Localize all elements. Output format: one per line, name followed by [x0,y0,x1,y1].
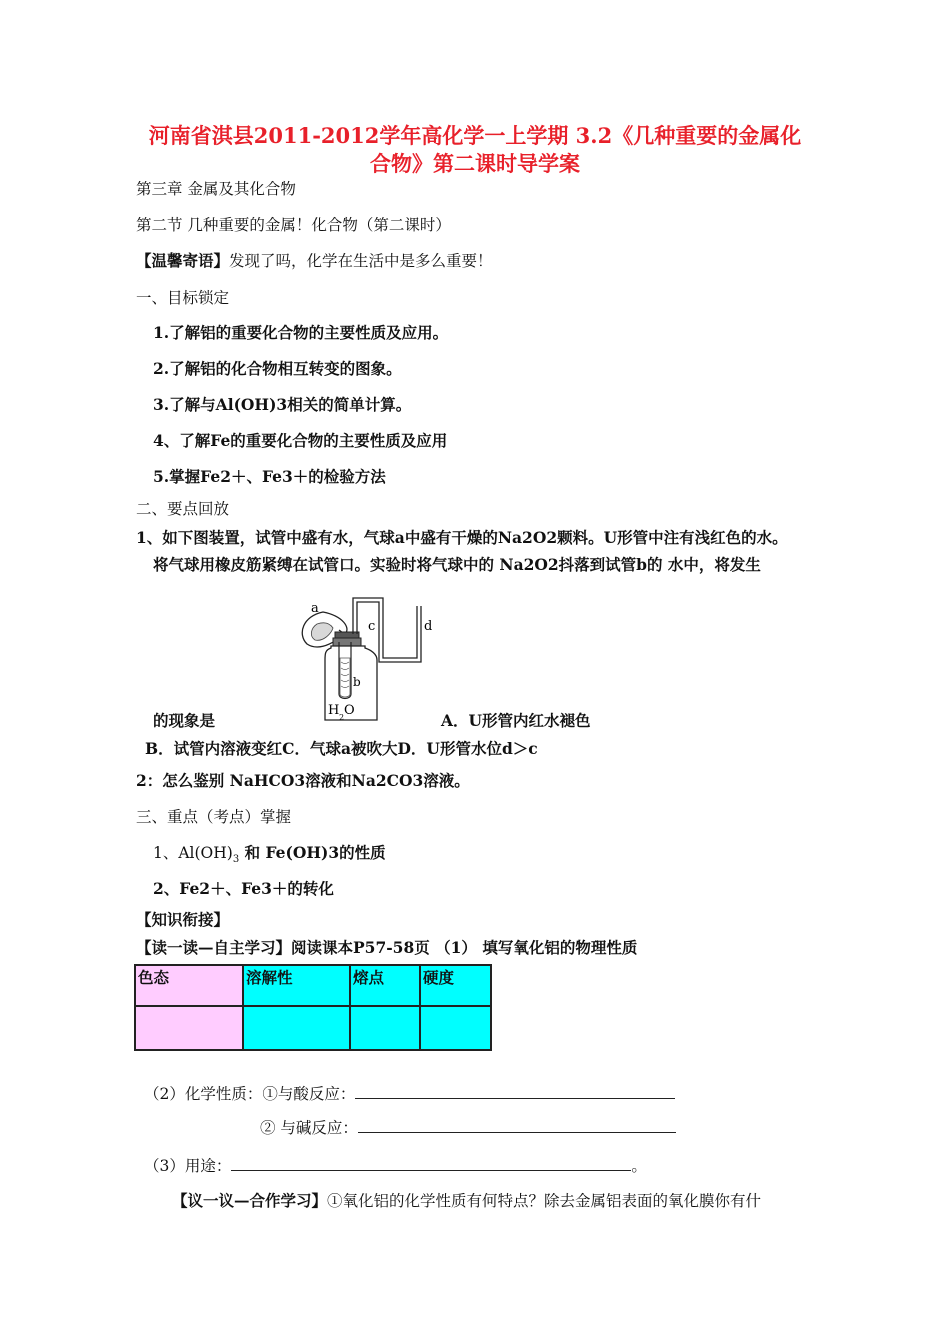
key-1-sub: 3 [232,854,240,866]
question-1-line-2: 将气球用橡皮筋紧缚在试管口。实验时将气球中的 Na2O2抖落到试管b的 水中，将发生 [153,555,761,574]
header-hardness: 硬度 [420,965,491,1006]
chapter-heading: 第三章 金属及其化合物 [136,180,296,198]
key-item-2: 2、Fe2＋、Fe3＋的转化 [153,879,334,898]
warm-text: 发现了吗，化学在生活中是多么重要！ [229,252,493,270]
options-bcd: B．试管内溶液变红C．气球a被吹大D．U形管水位d＞c [145,739,538,758]
test-tube-b [339,642,351,699]
goal-item: 1.了解铝的重要化合物的主要性质及应用。 [153,323,449,342]
chem-label: （2）化学性质： [144,1085,263,1103]
base-reaction-blank[interactable] [358,1116,676,1133]
header-solubility: 溶解性 [243,965,350,1006]
key-1-suffix: 和 Fe(OH)3的性质 [239,843,386,862]
label-c: c [368,619,376,634]
label-d: d [424,619,433,634]
goal-item: 3.了解与Al(OH)3相关的简单计算。 [153,395,412,414]
discuss-line [172,1189,761,1211]
discuss-label: 【议一议—合作学习】 [172,1191,328,1210]
discuss-text: ①氧化铝的化学性质有何特点？除去金属铝表面的氧化膜你有什 [327,1192,762,1210]
cell-color-state[interactable] [135,1006,243,1050]
goal-item: 2.了解铝的化合物相互转变的图象。 [153,359,402,378]
apparatus-diagram [295,590,440,722]
cell-hardness[interactable] [420,1006,491,1050]
cell-solubility[interactable] [243,1006,350,1050]
chem-acid-label: ①与酸反应： [262,1085,356,1103]
physical-properties-table [134,964,492,1051]
use-blank[interactable] [231,1154,631,1171]
use-end: 。 [631,1157,647,1175]
goal-item: 5.掌握Fe2＋、Fe3＋的检验方法 [153,467,386,486]
label-2: 2 [339,713,345,722]
label-b: b [353,675,361,689]
chem-base-label: ② 与碱反应： [260,1119,358,1137]
warm-label: 【温馨寄语】 [136,251,230,270]
title-line-1: 河南省淇县2011-2012学年高化学一上学期 3.2《几种重要的金属化 [148,123,802,148]
warm-words [136,249,493,271]
goals-heading: 一、目标锁定 [136,289,230,307]
u-tube-path [353,598,417,658]
use-label: （3）用途： [144,1157,232,1175]
key-item-1 [153,841,386,865]
read-text: 阅读课本P57-58页 （1） 填写氧化铝的物理性质 [291,938,638,957]
cell-melting-point[interactable] [350,1006,420,1050]
use-line [144,1154,647,1176]
review-heading: 二、要点回放 [136,500,230,518]
read-line [136,936,637,958]
section-heading: 第二节 几种重要的金属！化合物（第二课时） [136,216,451,234]
acid-reaction-blank[interactable] [355,1082,675,1099]
knowledge-link-heading: 【知识衔接】 [136,910,230,929]
title-line-2: 合物》第二课时导学案 [370,151,580,176]
option-a: A．U形管内红水褪色 [441,711,591,730]
question-2: 2：怎么鉴别 NaHCO3溶液和Na2CO3溶液。 [136,771,470,790]
goal-item: 4、了解Fe的重要化合物的主要性质及应用 [153,431,448,450]
key-1-prefix: 1、Al(OH) [153,844,233,862]
read-label: 【读一读—自主学习】 [136,938,292,957]
chem-acid-line [144,1082,675,1104]
header-color-state: 色态 [135,965,243,1006]
header-melting-point: 熔点 [350,965,420,1006]
label-o: O [344,703,355,718]
question-1-line-3: 的现象是 [153,711,216,730]
chem-base-line [260,1116,676,1138]
table-row [135,1006,491,1050]
question-1-line-1: 1、如下图装置，试管中盛有水，气球a中盛有干燥的Na2O2颗料。U形管中注有浅红色的水。 [136,528,788,547]
key-heading: 三、重点（考点）掌握 [136,808,292,826]
label-h: H [328,703,340,718]
table-header-row [135,965,491,1006]
label-a: a [311,601,319,616]
